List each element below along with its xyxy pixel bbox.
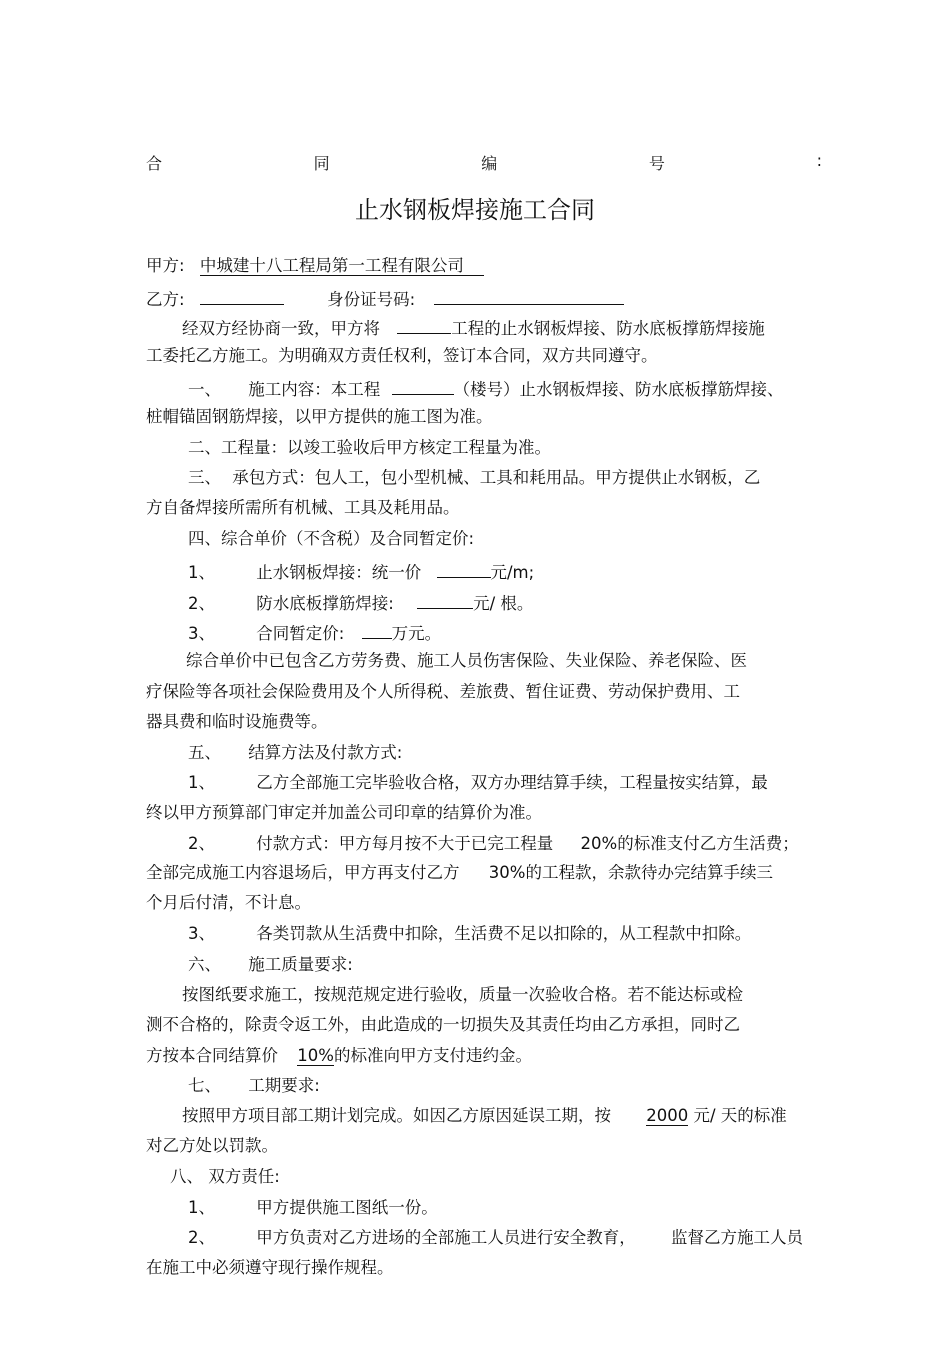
unit-price-blank [417, 590, 473, 609]
item-text: 监督乙方施工人员 [671, 1228, 803, 1247]
section-4-para-line-1: 综合单价中已包含乙方劳务费、施工人员伤害保险、失业保险、养老保险、医 [186, 651, 747, 670]
intro-line-1 [182, 315, 765, 340]
contract-number-char: 合 [146, 154, 163, 173]
section-text: 的标准向甲方支付违约金。 [333, 1046, 532, 1065]
section-text: 工期要求: [248, 1076, 320, 1095]
section-number: 五、 [188, 743, 221, 762]
id-number-label: 身份证号码: [327, 290, 416, 309]
section-7-heading [188, 1075, 320, 1097]
section-text: 施工内容：本工程 [248, 380, 381, 399]
section-5-item-3 [188, 923, 751, 945]
contract-number-line [146, 151, 822, 174]
percentage-value: 30% [488, 863, 526, 882]
section-6-para-line-2: 测不合格的，除责令返工外，由此造成的一切损失及其责任均由乙方承担，同时乙 [146, 1015, 740, 1034]
section-4-item-2 [188, 590, 533, 615]
section-text: 方按本合同结算价 [146, 1046, 278, 1065]
section-6-heading [188, 954, 353, 976]
item-text: 的标准支付乙方生活费； [617, 834, 799, 853]
party-a-line [146, 255, 484, 277]
section-4-heading: 四、综合单价（不含税）及合同暂定价: [188, 529, 475, 548]
section-number: 一、 [188, 380, 221, 399]
contract-number-char: 编 [481, 154, 498, 173]
intro-text: 工程的止水钢板焊接、防水底板撑筋焊接施 [451, 319, 765, 338]
item-number: 2、 [188, 834, 215, 853]
section-text: 元/ 天的标准 [693, 1106, 787, 1125]
section-8-heading: 八、 双方责任: [170, 1167, 280, 1186]
penalty-percentage: 10% [297, 1046, 334, 1065]
item-number: 1、 [188, 563, 215, 582]
section-4-item-1 [188, 559, 534, 584]
building-number-blank [392, 376, 454, 395]
party-b-blank [200, 286, 284, 305]
section-text: （楼号）止水钢板焊接、防水底板撑筋焊接、 [453, 380, 784, 399]
section-text: 承包方式：包人工，包小型机械、工具和耗用品。甲方提供止水钢板，乙 [232, 468, 761, 487]
contract-number-char: 号 [648, 154, 665, 173]
item-text: 乙方全部施工完毕验收合格，双方办理结算手续，工程量按实结算，最 [256, 773, 768, 792]
party-b-line [146, 286, 624, 311]
percentage-value: 20% [580, 834, 618, 853]
item-number: 3、 [188, 624, 215, 643]
contract-number-char: : [816, 151, 822, 170]
unit-price-blank [437, 559, 491, 578]
intro-line-2: 工委托乙方施工。为明确双方责任权利，签订本合同，双方共同遵守。 [146, 346, 658, 365]
section-5-item-2-line-2 [146, 862, 773, 884]
project-name-blank [397, 315, 451, 334]
item-text: 防水底板撑筋焊接: [256, 594, 394, 613]
section-4-item-3 [188, 620, 441, 645]
section-5-item-2-line-1 [188, 833, 799, 855]
section-1-line-2: 桩帽锚固钢筋焊接，以甲方提供的施工图为准。 [146, 407, 493, 426]
section-6-para-line-1: 按图纸要求施工，按规范规定进行验收，质量一次验收合格。若不能达标或检 [182, 985, 743, 1004]
contract-price-blank [362, 620, 392, 639]
item-text: 甲方提供施工图纸一份。 [256, 1198, 438, 1217]
section-1-line-1 [188, 376, 784, 401]
section-2: 二、工程量：以竣工验收后甲方核定工程量为准。 [188, 438, 551, 457]
section-8-item-2-line-1 [188, 1227, 803, 1249]
section-8-item-1 [188, 1197, 438, 1219]
item-text: 各类罚款从生活费中扣除，生活费不足以扣除的，从工程款中扣除。 [256, 924, 752, 943]
section-6-para-line-3 [146, 1045, 532, 1067]
item-number: 1、 [188, 773, 215, 792]
section-3-line-1 [188, 467, 760, 489]
item-text: 合同暂定价: [256, 624, 345, 643]
section-5-item-2-line-3: 个月后付清，不计息。 [146, 893, 311, 912]
intro-text: 经双方经协商一致，甲方将 [182, 319, 380, 338]
section-3-line-2: 方自备焊接所需所有机械、工具及耗用品。 [146, 498, 460, 517]
section-8-item-2-line-2: 在施工中必须遵守现行操作规程。 [146, 1258, 394, 1277]
section-text: 施工质量要求: [248, 955, 353, 974]
item-text: 付款方式：甲方每月按不大于已完工程量 [256, 834, 554, 853]
item-number: 2、 [188, 594, 215, 613]
section-number: 七、 [188, 1076, 221, 1095]
item-text: 万元。 [391, 624, 442, 643]
party-b-label: 乙方: [146, 290, 185, 309]
item-text: 甲方负责对乙方进场的全部施工人员进行安全教育， [256, 1228, 636, 1247]
item-text: 全部完成施工内容退场后，甲方再支付乙方 [146, 863, 460, 882]
item-text: 止水钢板焊接：统一价 [256, 563, 422, 582]
item-number: 3、 [188, 924, 215, 943]
item-number: 2、 [188, 1228, 215, 1247]
section-number: 六、 [188, 955, 221, 974]
document-title: 止水钢板焊接施工合同 [355, 196, 595, 224]
item-number: 1、 [188, 1198, 215, 1217]
party-a-value: 中城建十八工程局第一工程有限公司 [200, 256, 484, 276]
section-number: 三、 [188, 468, 221, 487]
section-text: 结算方法及付款方式: [248, 743, 403, 762]
section-4-para-line-2: 疗保险等各项社会保险费用及个人所得税、差旅费、暂住证费、劳动保护费用、工 [146, 682, 740, 701]
contract-number-char: 同 [313, 154, 330, 173]
daily-penalty-amount: 2000 [646, 1106, 689, 1125]
section-text: 按照甲方项目部工期计划完成。如因乙方原因延误工期，按 [182, 1106, 611, 1125]
id-number-blank [434, 286, 624, 305]
section-7-para-line-1 [182, 1105, 787, 1127]
item-text: 的工程款，余款待办完结算手续三 [525, 863, 773, 882]
section-7-para-line-2: 对乙方处以罚款。 [146, 1136, 278, 1155]
section-5-heading [188, 742, 402, 764]
party-a-label: 甲方: [146, 256, 185, 275]
section-5-item-1-line-1 [188, 772, 768, 794]
item-text: 元/ 根。 [473, 594, 534, 613]
item-text: 元/m; [490, 563, 535, 582]
section-4-para-line-3: 器具费和临时设施费等。 [146, 712, 328, 731]
section-5-item-1-line-2: 终以甲方预算部门审定并加盖公司印章的结算价为准。 [146, 803, 542, 822]
